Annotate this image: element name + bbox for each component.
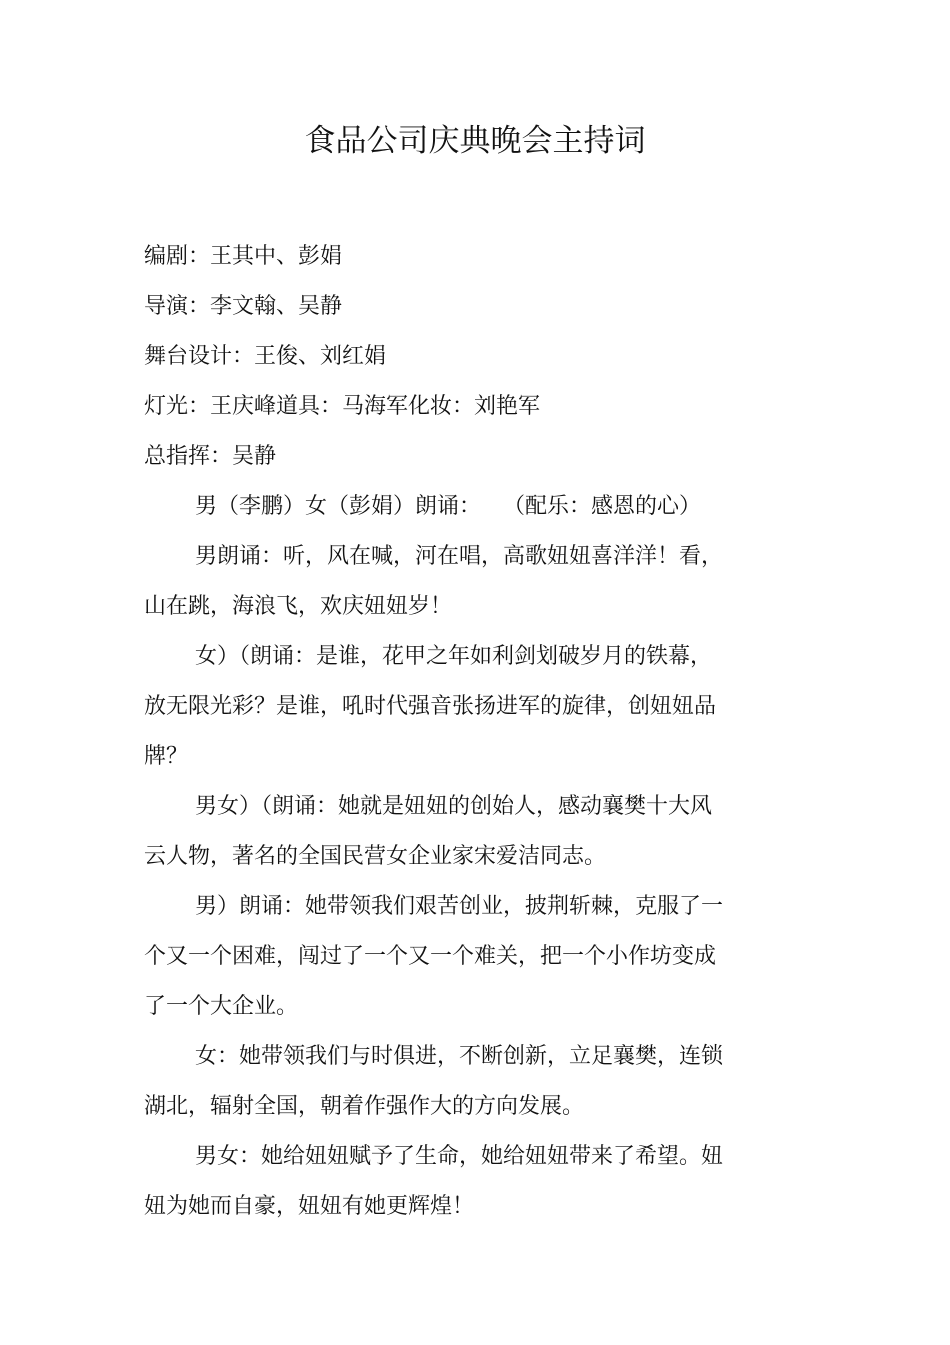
paragraph-line: 牌？ [144, 744, 189, 769]
paragraph-3 [144, 782, 746, 882]
credit-line-chief-director: 总指挥：吴静 [144, 444, 277, 469]
paragraph-line: 山在跳，海浪飞，欢庆妞妞岁！ [144, 594, 453, 619]
paragraph-line: 云人物，著名的全国民营女企业家宋爱洁同志。 [144, 844, 607, 869]
paragraph-line: 了一个大企业。 [144, 994, 299, 1019]
recitation-intro-line: 男（李鹏）女（彭娟）朗诵： （配乐：感恩的心） [195, 494, 702, 519]
paragraph-1 [144, 532, 746, 632]
credit-line-lighting-props-makeup: 灯光：王庆峰道具：马海军化妆：刘艳军 [144, 394, 541, 419]
paragraph-line: 男女）（朗诵：她就是妞妞的创始人，感动襄樊十大风 [195, 794, 713, 819]
paragraph-2 [144, 632, 746, 782]
document-title: 食品公司庆典晚会主持词 [304, 123, 646, 159]
paragraph-line: 个又一个困难，闯过了一个又一个难关，把一个小作坊变成 [144, 944, 717, 969]
credit-line-stage-design: 舞台设计：王俊、刘红娟 [144, 344, 387, 369]
paragraph-line: 妞为她而自豪，妞妞有她更辉煌！ [144, 1194, 475, 1219]
paragraph-line: 湖北，辐射全国，朝着作强作大的方向发展。 [144, 1094, 585, 1119]
paragraph-5 [144, 1032, 746, 1132]
document-body [144, 232, 746, 1232]
paragraph-line: 男）朗诵：她带领我们艰苦创业，披荆斩棘，克服了一 [195, 894, 724, 919]
paragraph-line: 男朗诵：听，风在喊，河在唱，高歌妞妞喜洋洋！看， [195, 544, 724, 569]
credit-line-director: 导演：李文翰、吴静 [144, 294, 343, 319]
paragraph-4 [144, 882, 746, 1032]
paragraph-line: 女：她带领我们与时俱进，不断创新，立足襄樊，连锁 [195, 1044, 724, 1069]
paragraph-line: 放无限光彩？是谁，吼时代强音张扬进军的旋律，创妞妞品 [144, 694, 717, 719]
paragraph-6 [144, 1132, 746, 1232]
paragraph-line: 男女：她给妞妞赋予了生命，她给妞妞带来了希望。妞 [195, 1144, 724, 1169]
paragraph-line: 女）（朗诵：是谁，花甲之年如利剑划破岁月的铁幕， [195, 644, 713, 669]
credit-line-screenwriter: 编剧：王其中、彭娟 [144, 244, 343, 269]
